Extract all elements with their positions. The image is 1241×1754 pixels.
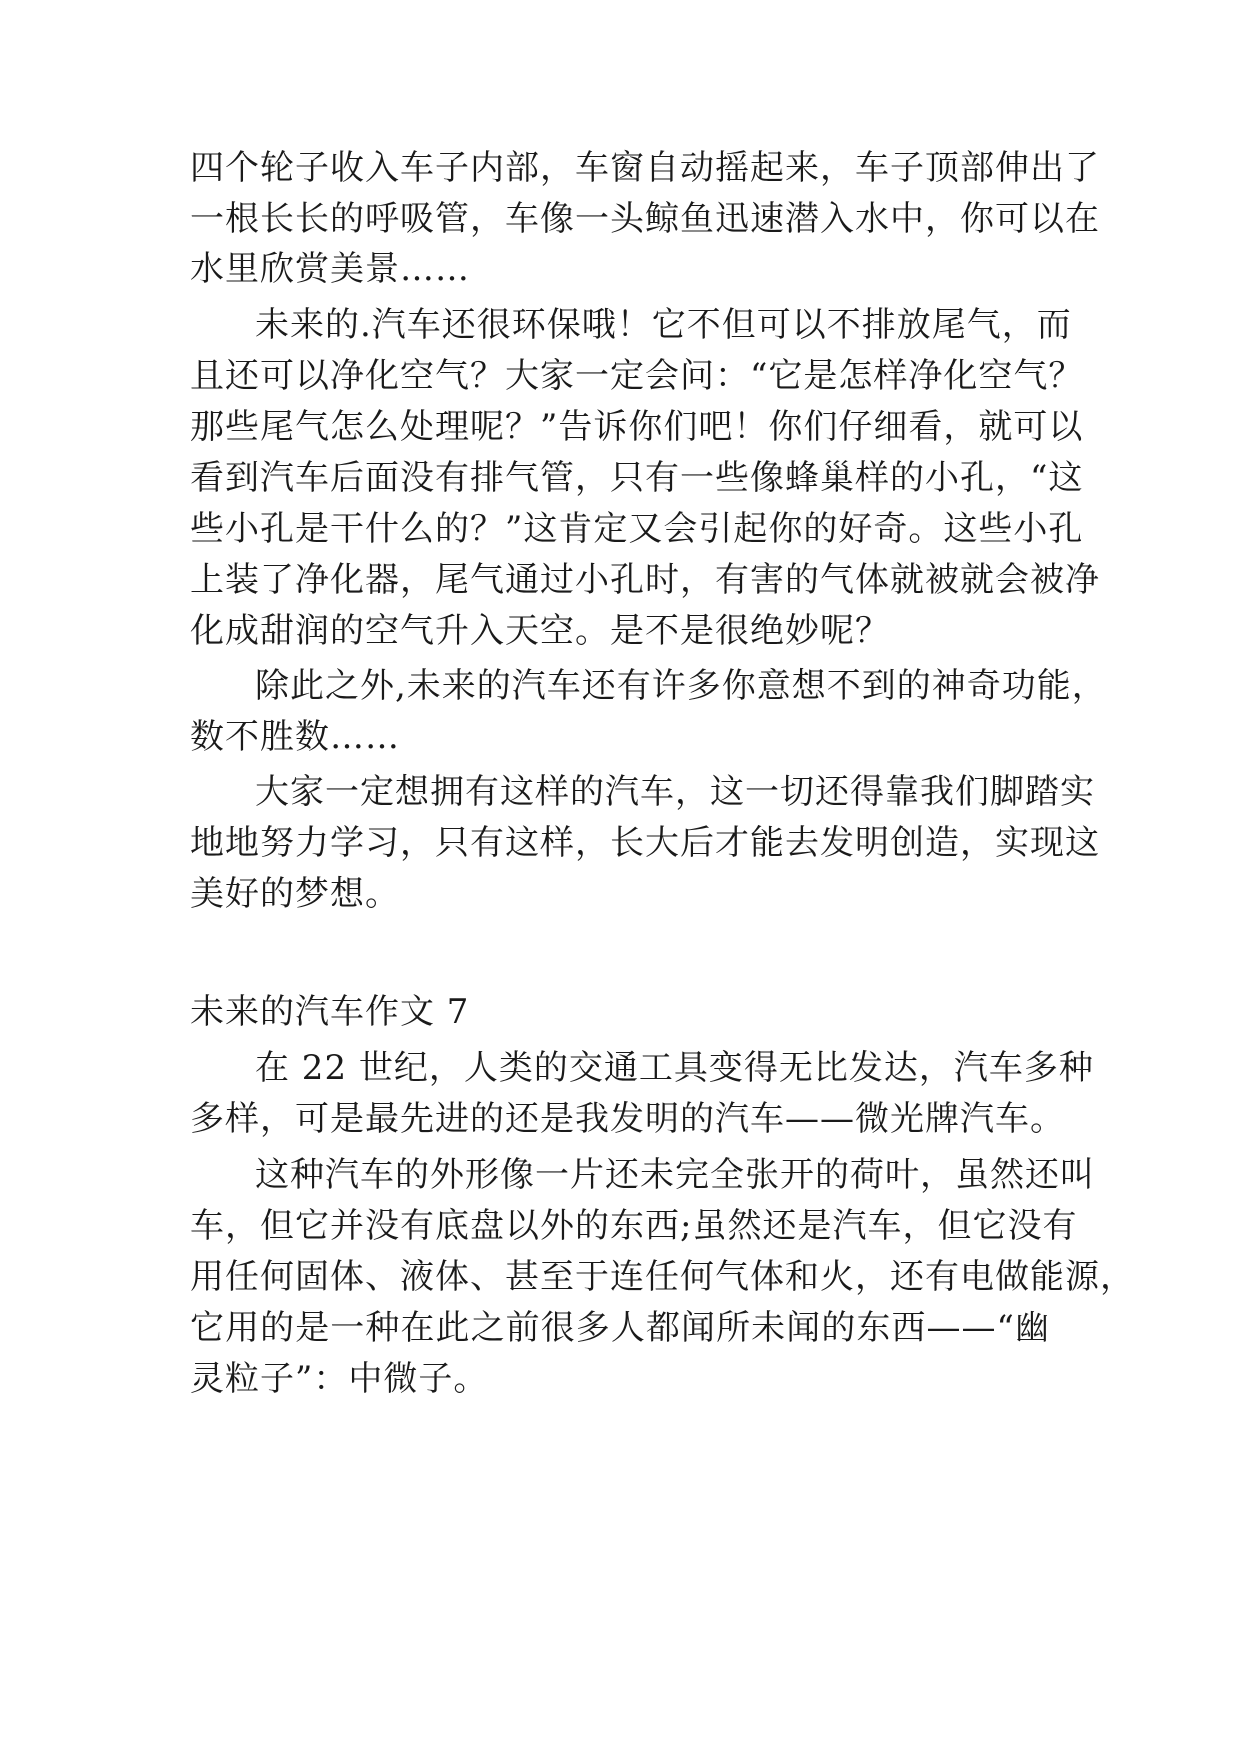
- text-line: 车，但它并没有底盘以外的东西;虽然还是汽车，但它没有: [190, 1206, 1078, 1246]
- text-line: 美好的梦想。: [190, 874, 400, 914]
- text-line: 灵粒子”：中微子。: [190, 1359, 489, 1399]
- section-heading: 未来的汽车作文 7: [190, 992, 470, 1032]
- paragraph-first-line: 在 22 世纪，人类的交通工具变得无比发达，汽车多种: [255, 1048, 1094, 1088]
- text-line: 那些尾气怎么处理呢？”告诉你们吧！你们仔细看，就可以: [190, 407, 1084, 447]
- paragraph-first-line: 大家一定想拥有这样的汽车，这一切还得靠我们脚踏实: [255, 772, 1095, 812]
- text-line: 多样，可是最先进的还是我发明的汽车——微光牌汽车。: [190, 1099, 1065, 1139]
- text-line: 化成甜润的空气升入天空。是不是很绝妙呢？: [190, 611, 890, 651]
- text-line: 四个轮子收入车子内部，车窗自动摇起来，车子顶部伸出了: [190, 148, 1100, 188]
- paragraph-first-line: 除此之外,未来的汽车还有许多你意想不到的神奇功能，: [255, 666, 1107, 706]
- text-line: 一根长长的呼吸管，车像一头鲸鱼迅速潜入水中，你可以在: [190, 199, 1100, 239]
- paragraph-first-line: 未来的.汽车还很环保哦！它不但可以不排放尾气，而: [255, 305, 1072, 345]
- text-line: 且还可以净化空气？大家一定会问：“它是怎样净化空气？: [190, 356, 1084, 396]
- text-line: 些小孔是干什么的？”这肯定又会引起你的好奇。这些小孔: [190, 509, 1084, 549]
- text-line: 数不胜数……: [190, 717, 400, 757]
- paragraph-first-line: 这种汽车的外形像一片还未完全张开的荷叶，虽然还叫: [255, 1155, 1095, 1195]
- text-line: 地地努力学习，只有这样，长大后才能去发明创造，实现这: [190, 823, 1100, 863]
- text-line: 它用的是一种在此之前很多人都闻所未闻的东西——“幽: [190, 1308, 1050, 1348]
- text-line: 水里欣赏美景……: [190, 249, 470, 289]
- text-line: 用任何固体、液体、甚至于连任何气体和火，还有电做能源，: [190, 1257, 1135, 1297]
- text-line: 上装了净化器，尾气通过小孔时，有害的气体就被就会被净: [190, 560, 1100, 600]
- text-line: 看到汽车后面没有排气管，只有一些像蜂巢样的小孔，“这: [190, 458, 1084, 498]
